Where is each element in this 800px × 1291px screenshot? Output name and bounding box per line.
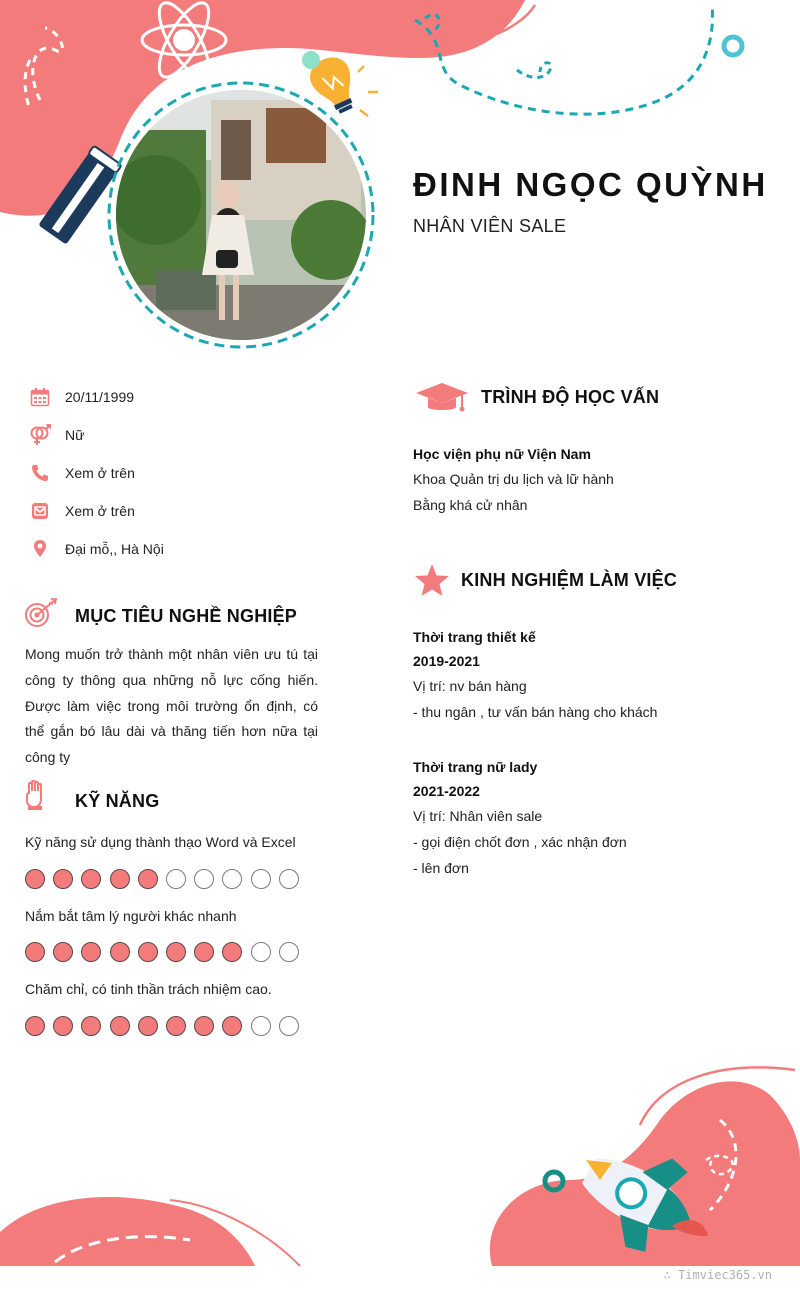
rating-dot-filled <box>110 869 130 889</box>
footer-brand: ∴ Timviec365.vn <box>663 1268 772 1282</box>
skill-rating <box>25 942 299 962</box>
faculty: Khoa Quản trị du lịch và lữ hành <box>413 471 614 487</box>
objective-title: MỤC TIÊU NGHỀ NGHIỆP <box>75 606 298 626</box>
address-text: Đại mỗ,, Hà Nội <box>65 541 164 557</box>
school-name: Học viện phụ nữ Viện Nam <box>413 446 591 462</box>
rating-dot-filled <box>166 1016 186 1036</box>
rating-dot-empty <box>251 942 271 962</box>
rating-dot-empty <box>279 869 299 889</box>
company-name: Thời trang thiết kế <box>413 629 536 645</box>
gender-text: Nữ <box>65 427 85 443</box>
phone-icon <box>28 461 52 485</box>
experience-title: KINH NGHIỆM LÀM VIỆC <box>461 570 678 590</box>
phone-text: Xem ở trên <box>65 465 135 481</box>
contact-birthday <box>28 385 134 409</box>
contact-gender <box>28 423 84 447</box>
work-duty: - lên đơn <box>413 860 469 876</box>
rating-dot-empty <box>279 942 299 962</box>
rating-dot-filled <box>222 1016 242 1036</box>
work-period: 2021-2022 <box>413 783 480 799</box>
brand-text: Timviec365.vn <box>678 1268 772 1282</box>
rating-dot-empty <box>279 1016 299 1036</box>
rating-dot-empty <box>194 869 214 889</box>
work-duty: - thu ngân , tư vấn bán hàng cho khách <box>413 704 658 720</box>
education-title: TRÌNH ĐỘ HỌC VẤN <box>481 387 660 407</box>
candidate-name: ĐINH NGỌC QUỲNH <box>413 166 768 203</box>
contact-address <box>28 537 164 561</box>
target-icon <box>24 597 58 634</box>
skill-rating <box>25 1016 299 1036</box>
profile-photo <box>116 90 366 340</box>
rating-dot-empty <box>251 869 271 889</box>
skills-title: KỸ NĂNG <box>75 791 160 811</box>
rating-dot-filled <box>81 1016 101 1036</box>
work-position: Vị trí: nv bán hàng <box>413 678 527 694</box>
hand-icon <box>24 779 48 816</box>
rating-dot-empty <box>251 1016 271 1036</box>
rating-dot-filled <box>222 942 242 962</box>
rating-dot-filled <box>194 1016 214 1036</box>
rating-dot-filled <box>110 942 130 962</box>
work-position: Vị trí: Nhân viên sale <box>413 808 543 824</box>
location-pin-icon <box>28 537 52 561</box>
rating-dot-filled <box>53 942 73 962</box>
rating-dot-filled <box>25 942 45 962</box>
rating-dot-empty <box>166 869 186 889</box>
calendar-icon <box>28 385 52 409</box>
rating-dot-filled <box>110 1016 130 1036</box>
rating-dot-filled <box>81 869 101 889</box>
rating-dot-filled <box>194 942 214 962</box>
birthday-text: 20/11/1999 <box>65 389 135 405</box>
job-title: NHÂN VIÊN SALE <box>413 216 567 236</box>
skill-rating <box>25 869 299 889</box>
skill-label: Chăm chỉ, có tinh thần trách nhiệm cao. <box>25 981 272 997</box>
email-text: Xem ở trên <box>65 503 135 519</box>
company-name: Thời trang nữ lady <box>413 759 538 775</box>
graduation-cap-icon <box>414 381 470 420</box>
rating-dot-filled <box>138 1016 158 1036</box>
rating-dot-filled <box>53 869 73 889</box>
rating-dot-filled <box>81 942 101 962</box>
rating-dot-filled <box>53 1016 73 1036</box>
rating-dot-filled <box>25 869 45 889</box>
star-icon <box>414 563 450 602</box>
work-period: 2019-2021 <box>413 653 480 669</box>
work-duty: - gọi điện chốt đơn , xác nhận đơn <box>413 834 627 850</box>
rating-dot-filled <box>138 942 158 962</box>
skill-label: Kỹ năng sử dụng thành thạo Word và Excel <box>25 834 296 850</box>
rating-dot-filled <box>166 942 186 962</box>
rating-dot-empty <box>222 869 242 889</box>
rating-dot-filled <box>25 1016 45 1036</box>
contact-phone <box>28 461 135 485</box>
rating-dot-filled <box>138 869 158 889</box>
objective-text: Mong muốn trở thành một nhân viên ưu tú tại công ty thông qua những nỗ lực cống hiến. Được làm việc trong môi trường ổn định, có thể gắn bó lâu dài và thăng tiến hơn nữa tại công ty <box>25 646 318 766</box>
degree: Bằng khá cử nhân <box>413 497 528 513</box>
contact-email <box>28 499 135 523</box>
gender-icon <box>28 423 52 447</box>
email-icon <box>28 499 52 523</box>
skill-label: Nắm bắt tâm lý người khác nhanh <box>25 908 237 924</box>
